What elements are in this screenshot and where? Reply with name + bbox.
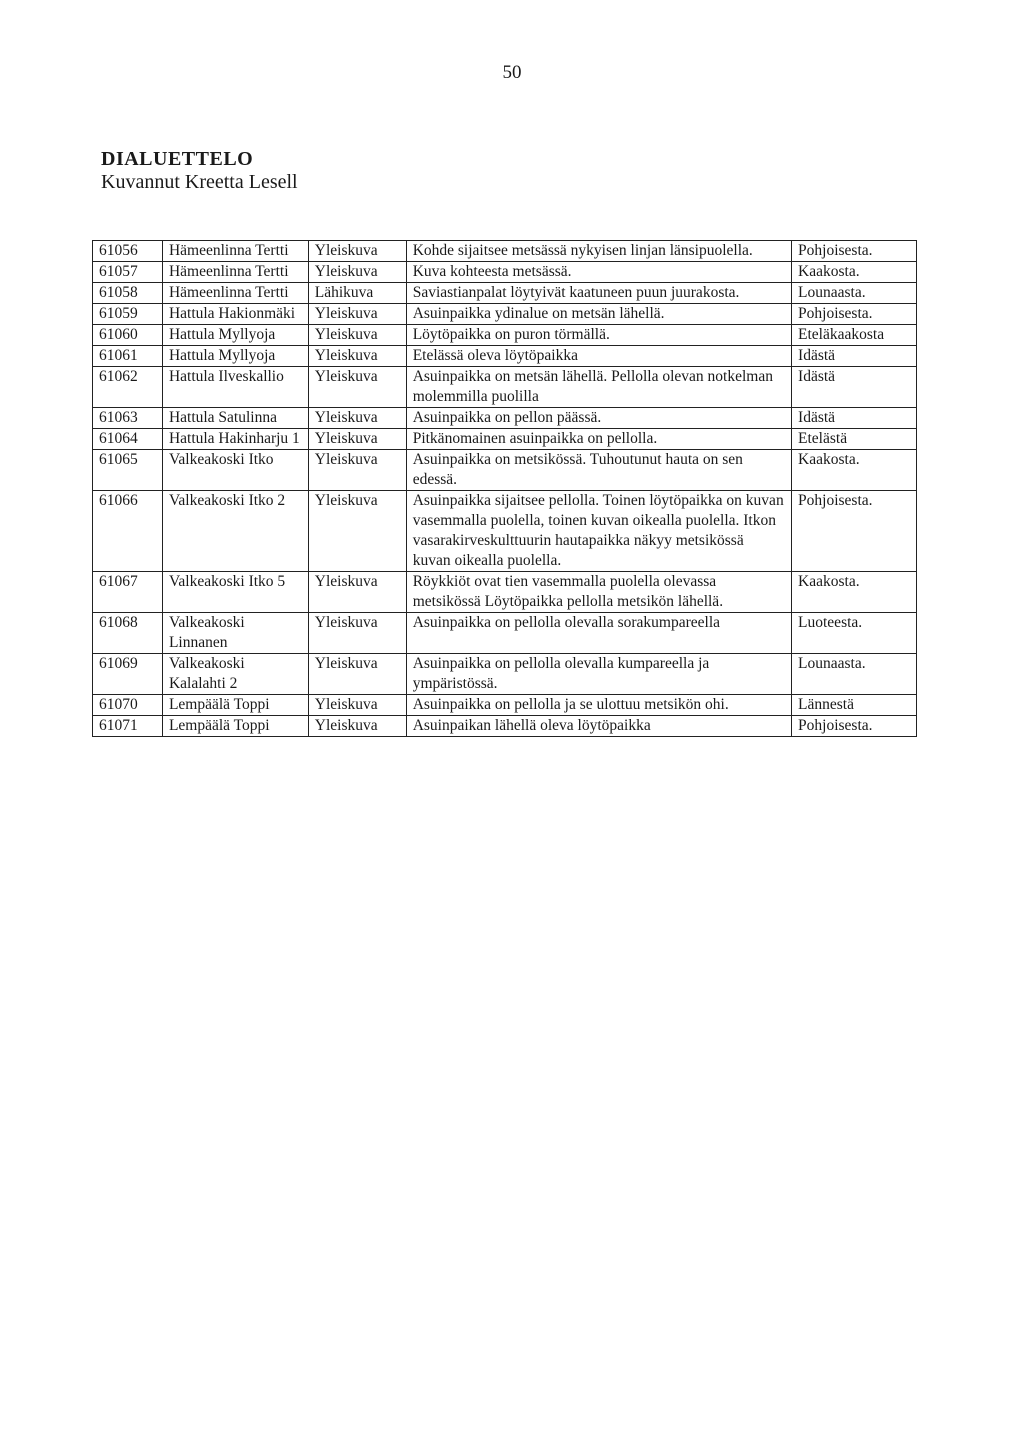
location-cell: Hattula Myllyoja [162, 346, 308, 367]
direction-cell: Eteläkaakosta [792, 325, 917, 346]
location-cell: Lempäälä Toppi [162, 695, 308, 716]
location-cell: Hattula Hakionmäki [162, 304, 308, 325]
shot-type-cell: Yleiskuva [308, 262, 406, 283]
page-number: 50 [502, 62, 522, 83]
table-row [93, 450, 917, 491]
description-cell: Röykkiöt ovat tien vasemmalla puolella olevassa metsikössä Löytöpaikka pellolla metsikön lähellä. [406, 572, 791, 613]
slide-number-cell: 61062 [93, 367, 163, 408]
description-cell: Asuinpaikan lähellä oleva löytöpaikka [406, 716, 791, 737]
document-subtitle: Kuvannut Kreetta Lesell [101, 171, 298, 193]
direction-cell: Pohjoisesta. [792, 304, 917, 325]
table-row [93, 262, 917, 283]
description-cell: Asuinpaikka on metsän lähellä. Pellolla olevan notkelman molemmilla puolilla [406, 367, 791, 408]
table-row [93, 654, 917, 695]
description-cell: Asuinpaikka on pellolla olevalla kumpareella ja ympäristössä. [406, 654, 791, 695]
slide-number-cell: 61069 [93, 654, 163, 695]
shot-type-cell: Yleiskuva [308, 408, 406, 429]
description-cell: Asuinpaikka on pellolla olevalla sorakumpareella [406, 613, 791, 654]
direction-cell: Pohjoisesta. [792, 491, 917, 572]
table-row [93, 325, 917, 346]
direction-cell: Pohjoisesta. [792, 716, 917, 737]
slide-number-cell: 61070 [93, 695, 163, 716]
slide-number-cell: 61058 [93, 283, 163, 304]
shot-type-cell: Yleiskuva [308, 654, 406, 695]
location-cell: Valkeakoski Itko [162, 450, 308, 491]
table-row [93, 572, 917, 613]
location-cell: Valkeakoski Linnanen [162, 613, 308, 654]
shot-type-cell: Yleiskuva [308, 695, 406, 716]
slide-number-cell: 61059 [93, 304, 163, 325]
shot-type-cell: Yleiskuva [308, 325, 406, 346]
description-cell: Pitkänomainen asuinpaikka on pellolla. [406, 429, 791, 450]
slide-number-cell: 61066 [93, 491, 163, 572]
direction-cell: Lounaasta. [792, 654, 917, 695]
description-cell: Asuinpaikka on pellolla ja se ulottuu metsikön ohi. [406, 695, 791, 716]
table-row [93, 408, 917, 429]
shot-type-cell: Lähikuva [308, 283, 406, 304]
slide-number-cell: 61057 [93, 262, 163, 283]
location-cell: Valkeakoski Itko 5 [162, 572, 308, 613]
direction-cell: Idästä [792, 408, 917, 429]
description-cell: Asuinpaikka ydinalue on metsän lähellä. [406, 304, 791, 325]
table-row [93, 367, 917, 408]
shot-type-cell: Yleiskuva [308, 241, 406, 262]
table-row [93, 241, 917, 262]
table-row [93, 491, 917, 572]
slide-number-cell: 61061 [93, 346, 163, 367]
shot-type-cell: Yleiskuva [308, 346, 406, 367]
direction-cell: Kaakosta. [792, 262, 917, 283]
description-cell: Saviastianpalat löytyivät kaatuneen puun juurakosta. [406, 283, 791, 304]
direction-cell: Luoteesta. [792, 613, 917, 654]
location-cell: Hämeenlinna Tertti [162, 283, 308, 304]
location-cell: Hämeenlinna Tertti [162, 241, 308, 262]
document-title: DIALUETTELO [101, 148, 254, 170]
slide-number-cell: 61071 [93, 716, 163, 737]
description-cell: Asuinpaikka on metsikössä. Tuhoutunut hauta on sen edessä. [406, 450, 791, 491]
description-cell: Kuva kohteesta metsässä. [406, 262, 791, 283]
location-cell: Hattula Satulinna [162, 408, 308, 429]
table-row [93, 716, 917, 737]
slide-number-cell: 61056 [93, 241, 163, 262]
location-cell: Lempäälä Toppi [162, 716, 308, 737]
shot-type-cell: Yleiskuva [308, 716, 406, 737]
table-row [93, 613, 917, 654]
description-cell: Löytöpaikka on puron törmällä. [406, 325, 791, 346]
direction-cell: Idästä [792, 367, 917, 408]
slide-number-cell: 61060 [93, 325, 163, 346]
description-cell: Kohde sijaitsee metsässä nykyisen linjan länsipuolella. [406, 241, 791, 262]
direction-cell: Pohjoisesta. [792, 241, 917, 262]
table-row [93, 304, 917, 325]
direction-cell: Etelästä [792, 429, 917, 450]
description-cell: Etelässä oleva löytöpaikka [406, 346, 791, 367]
location-cell: Hattula Myllyoja [162, 325, 308, 346]
shot-type-cell: Yleiskuva [308, 613, 406, 654]
direction-cell: Kaakosta. [792, 450, 917, 491]
slide-number-cell: 61065 [93, 450, 163, 491]
description-cell: Asuinpaikka on pellon päässä. [406, 408, 791, 429]
slide-number-cell: 61067 [93, 572, 163, 613]
table-row [93, 283, 917, 304]
shot-type-cell: Yleiskuva [308, 572, 406, 613]
shot-type-cell: Yleiskuva [308, 304, 406, 325]
location-cell: Hattula Ilveskallio [162, 367, 308, 408]
slide-number-cell: 61063 [93, 408, 163, 429]
location-cell: Hattula Hakinharju 1 [162, 429, 308, 450]
slide-number-cell: 61064 [93, 429, 163, 450]
location-cell: Valkeakoski Kalalahti 2 [162, 654, 308, 695]
description-cell: Asuinpaikka sijaitsee pellolla. Toinen löytöpaikka on kuvan vasemmalla puolella, toinen kuvan oikealla puolella. Itkon vasarakirveskulttuurin hautapaikka näkyy metsikössä kuvan oikealla puolella. [406, 491, 791, 572]
shot-type-cell: Yleiskuva [308, 367, 406, 408]
slide-number-cell: 61068 [93, 613, 163, 654]
direction-cell: Kaakosta. [792, 572, 917, 613]
slide-list-table [92, 240, 917, 737]
location-cell: Valkeakoski Itko 2 [162, 491, 308, 572]
shot-type-cell: Yleiskuva [308, 429, 406, 450]
direction-cell: Lounaasta. [792, 283, 917, 304]
direction-cell: Idästä [792, 346, 917, 367]
location-cell: Hämeenlinna Tertti [162, 262, 308, 283]
shot-type-cell: Yleiskuva [308, 450, 406, 491]
table-row [93, 346, 917, 367]
table-row [93, 429, 917, 450]
shot-type-cell: Yleiskuva [308, 491, 406, 572]
direction-cell: Lännestä [792, 695, 917, 716]
table-row [93, 695, 917, 716]
